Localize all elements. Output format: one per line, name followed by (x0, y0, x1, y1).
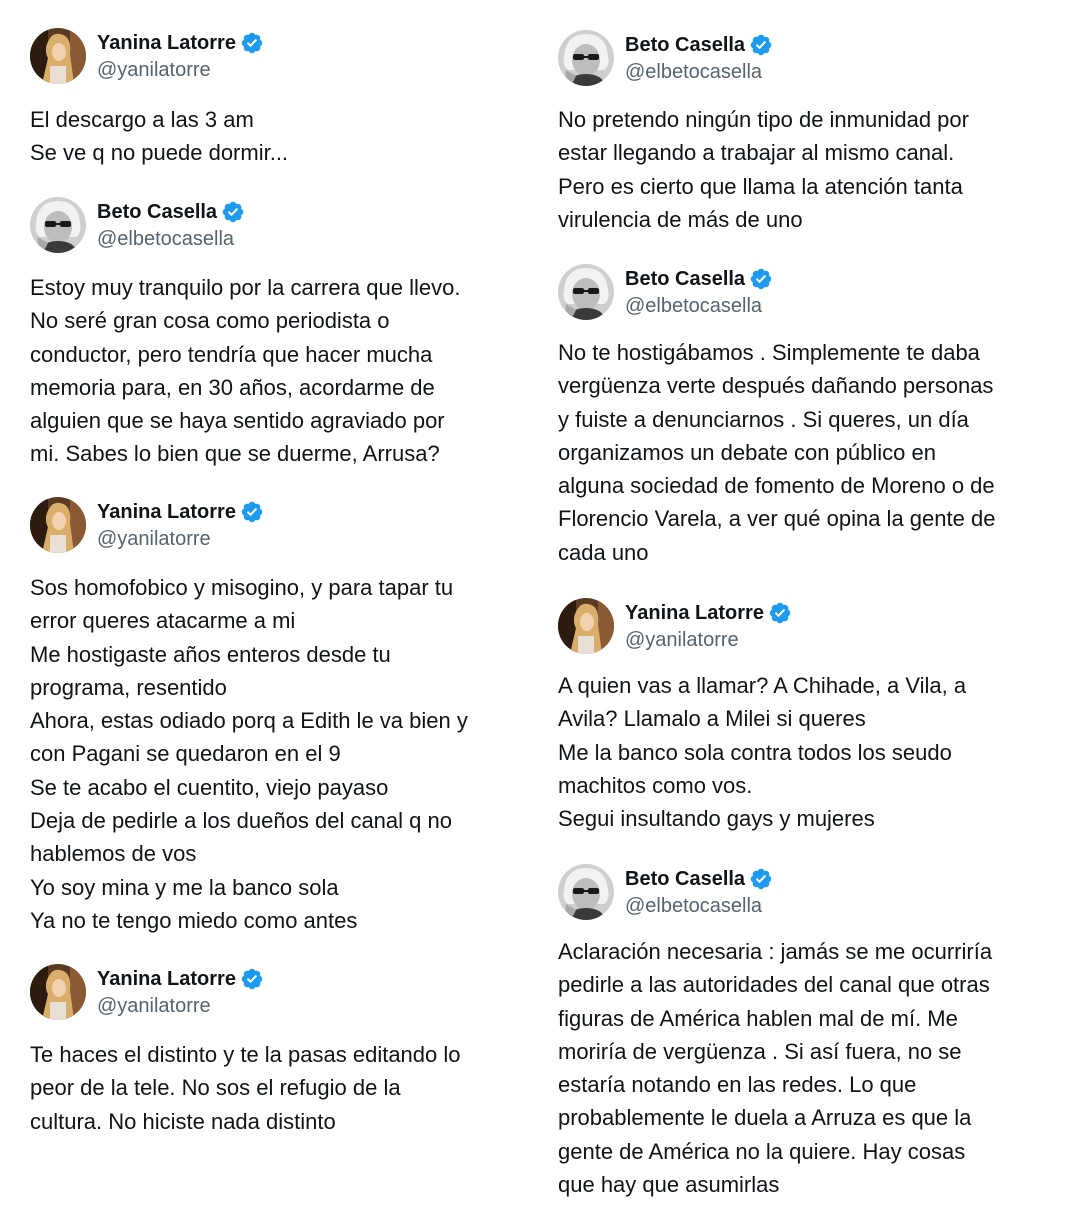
tweet-text: A quien vas a llamar? A Chihade, a Vila, a Avila? Llamalo a Milei si queres Me la banco sola contra todos los seudo machitos como vos. Segui insultando gays y mujeres (558, 673, 967, 832)
display-name[interactable]: Beto Casella (625, 34, 746, 56)
tweet-header (30, 197, 530, 257)
tweet[interactable] (558, 30, 1058, 232)
author-name-row (97, 967, 264, 991)
user-handle[interactable]: @yanilatorre (625, 629, 739, 651)
tweet-text: El descargo a las 3 am Se ve q no puede dormir... (30, 107, 289, 166)
avatar[interactable] (558, 30, 614, 86)
author-name-row (97, 200, 245, 224)
verified-badge-icon (240, 31, 264, 55)
user-handle[interactable]: @elbetocasella (97, 228, 235, 250)
avatar[interactable] (30, 497, 86, 553)
tweet-text: No te hostigábamos . Simplemente te daba vergüenza verte después dañando personas y fuiste a denunciarnos . Si queres, un día organizamos un debate con público en alguna sociedad de fomento de Moreno o de Florencio Varela, a ver qué opina la gente de cada uno (558, 340, 996, 565)
avatar[interactable] (30, 197, 86, 253)
avatar[interactable] (30, 28, 86, 84)
display-name[interactable]: Beto Casella (97, 201, 218, 223)
verified-badge-icon (240, 500, 264, 524)
avatar[interactable] (558, 598, 614, 654)
user-handle[interactable]: @yanilatorre (97, 59, 211, 81)
tweet-header (558, 30, 1058, 90)
tweet-header (558, 264, 1058, 324)
tweet-header (30, 28, 530, 88)
author-name-row (97, 500, 264, 524)
tweet-header (558, 864, 1058, 924)
display-name[interactable]: Yanina Latorre (625, 602, 764, 624)
tweet[interactable] (558, 864, 1058, 1198)
user-handle[interactable]: @elbetocasella (625, 61, 763, 83)
tweet-text: Te haces el distinto y te la pasas editando lo peor de la tele. No sos el refugio de la cultura. No hiciste nada distinto (30, 1042, 461, 1134)
author-name-row (625, 33, 773, 57)
display-name[interactable]: Beto Casella (625, 868, 746, 890)
tweet[interactable] (30, 964, 530, 1134)
tweet-text: Aclaración necesaria : jamás se me ocurriría pedirle a las autoridades del canal que otras figuras de América hablen mal de mí. Me moriría de vergüenza . Si así fuera, no se estaría notando en las redes. Lo que probablemente le duela a Arruza es que la gente de América no la quiere. Hay cosas que hay que asumirlas (558, 939, 993, 1198)
tweet[interactable] (558, 598, 1058, 832)
tweet-text: No pretendo ningún tipo de inmunidad por estar llegando a trabajar al mismo canal. Pero es cierto que llama la atención tanta virulencia de más de uno (558, 107, 969, 232)
display-name[interactable]: Yanina Latorre (97, 32, 236, 54)
user-handle[interactable]: @elbetocasella (625, 295, 763, 317)
avatar[interactable] (558, 264, 614, 320)
avatar[interactable] (30, 964, 86, 1020)
display-name[interactable]: Beto Casella (625, 268, 746, 290)
tweet[interactable] (30, 197, 530, 467)
author-name-row (625, 867, 773, 891)
avatar[interactable] (558, 864, 614, 920)
user-handle[interactable]: @yanilatorre (97, 528, 211, 550)
user-handle[interactable]: @yanilatorre (97, 995, 211, 1017)
verified-badge-icon (749, 33, 773, 57)
tweet-header (30, 964, 530, 1024)
verified-badge-icon (240, 967, 264, 991)
tweet-header (30, 497, 530, 557)
tweet[interactable] (30, 28, 530, 166)
tweet-text: Sos homofobico y misogino, y para tapar tu error queres atacarme a mi Me hostigaste años enteros desde tu programa, resentido Ahora, estas odiado porq a Edith le va bien y con Pagani se quedaron en el 9 Se te acabo el cuentito, viejo payaso Deja de pedirle a los dueños del canal q no hablemos de vos Yo soy mina y me la banco sola Ya no te tengo miedo como antes (30, 575, 468, 933)
author-name-row (625, 267, 773, 291)
verified-badge-icon (221, 200, 245, 224)
user-handle[interactable]: @elbetocasella (625, 895, 763, 917)
display-name[interactable]: Yanina Latorre (97, 968, 236, 990)
display-name[interactable]: Yanina Latorre (97, 501, 236, 523)
verified-badge-icon (749, 867, 773, 891)
tweet-header (558, 598, 1058, 658)
author-name-row (625, 601, 792, 625)
verified-badge-icon (749, 267, 773, 291)
tweet-text: Estoy muy tranquilo por la carrera que llevo. No seré gran cosa como periodista o conductor, pero tendría que hacer mucha memoria para, en 30 años, acordarme de alguien que se haya sentido agraviado por mi. Sabes lo bien que se duerme, Arrusa? (30, 275, 461, 467)
verified-badge-icon (768, 601, 792, 625)
tweet[interactable] (30, 497, 530, 933)
author-name-row (97, 31, 264, 55)
tweet[interactable] (558, 264, 1058, 565)
